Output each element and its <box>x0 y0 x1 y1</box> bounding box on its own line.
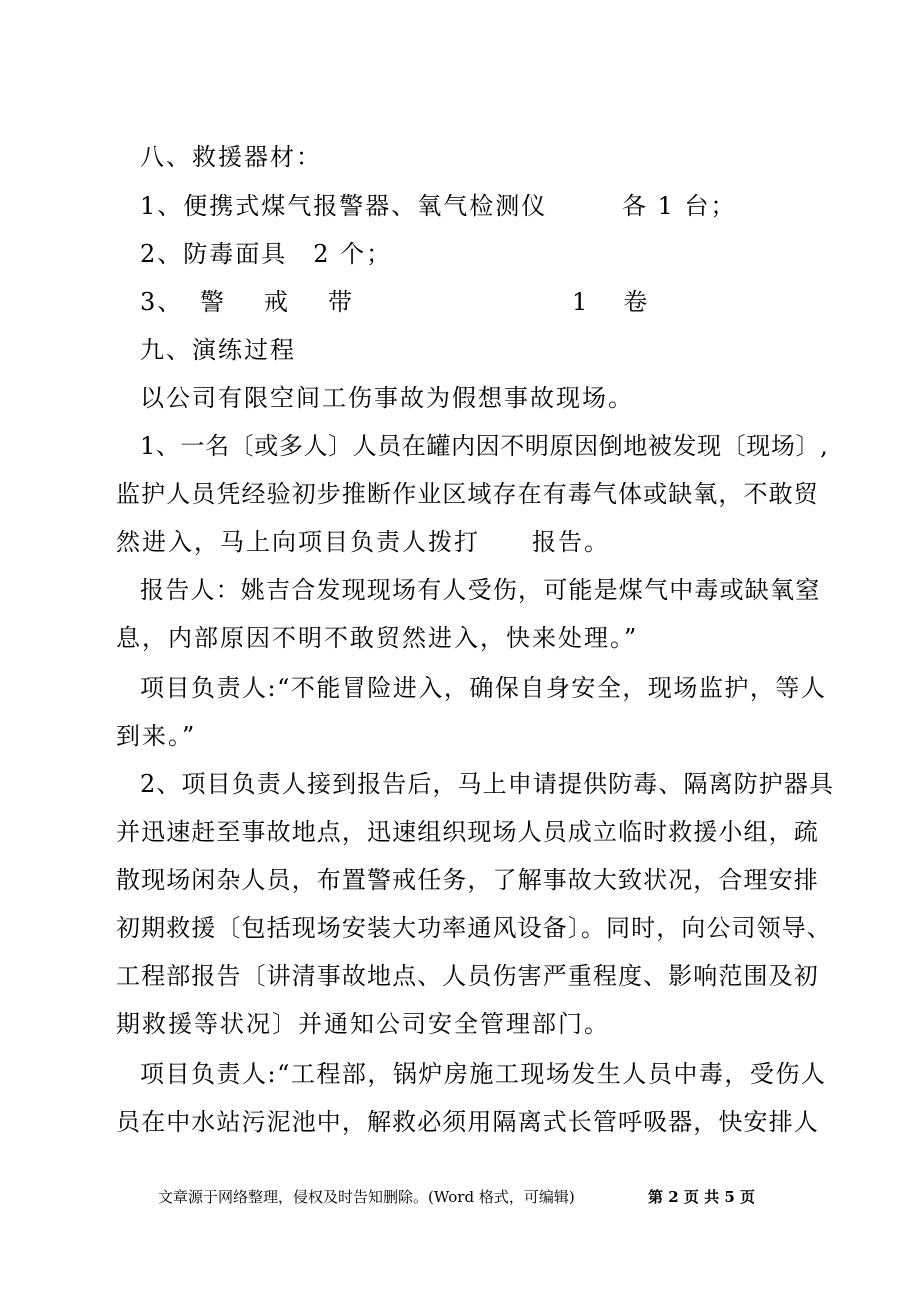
drill-step-2-line-1: 2、项目负责人接到报告后，马上申请提供防毒、隔离防护器具 <box>140 770 835 798</box>
footer-page-number: 第 2 页 共 5 页 <box>648 1188 755 1206</box>
drill-step-2-line-2: 并迅速赶至事故地点，迅速组织现场人员成立临时救援小组，疏 <box>116 818 819 846</box>
drill-step-1-line-1: 1、一名〔或多人〕人员在罐内因不明原因倒地被发现〔现场〕, <box>140 432 829 460</box>
drill-step-2-line-6: 期救援等状况〕并通知公司安全管理部门。 <box>116 1010 610 1038</box>
equipment-item-3-name: 警 戒 带 <box>200 288 360 316</box>
reporter-statement-line-2: 息，内部原因不明不敢贸然进入，快来处理。” <box>116 624 639 652</box>
equipment-item-2: 2、防毒面具 2 个； <box>140 240 393 268</box>
drill-step-2-line-5: 工程部报告〔讲清事故地点、人员伤害严重程度、影响范围及初 <box>116 962 819 990</box>
manager-report-line-2: 员在中水站污泥池中，解救必须用隔离式长管呼吸器，快安排人 <box>116 1108 819 1136</box>
equipment-item-1-name: 1、便携式煤气报警器、氧气检测仪 <box>140 192 548 220</box>
drill-intro: 以公司有限空间工伤事故为假想事故现场。 <box>140 384 634 412</box>
drill-step-1-line-2: 监护人员凭经验初步推断作业区域存在有毒气体或缺氧，不敢贸 <box>116 480 819 508</box>
manager-statement-line-2: 到来。” <box>116 722 197 750</box>
equipment-item-1-quantity: 各 1 台； <box>622 192 737 220</box>
footer-source-note: 文章源于网络整理，侵权及时告知删除。(Word 格式，可编辑) <box>158 1188 575 1206</box>
drill-step-2-line-4: 初期救援〔包括现场安装大功率通风设备〕。同时，向公司领导、 <box>116 914 832 942</box>
drill-step-1-line-3: 然进入，马上向项目负责人拨打 报告。 <box>116 528 610 556</box>
section-8-heading: 八、救援器材： <box>140 143 322 171</box>
manager-statement-line-1: 项目负责人:“不能冒险进入，确保自身安全，现场监护，等人 <box>140 674 827 702</box>
drill-step-2-line-3: 散现场闲杂人员，布置警戒任务，了解事故大致状况，合理安排 <box>116 866 819 894</box>
equipment-item-3-quantity: 1 卷 <box>572 288 654 316</box>
equipment-item-3-number: 3、 <box>140 288 184 316</box>
section-9-heading: 九、演练过程 <box>140 336 296 364</box>
reporter-statement-line-1: 报告人：姚吉合发现现场有人受伤，可能是煤气中毒或缺氧窒 <box>140 576 821 604</box>
manager-report-line-1: 项目负责人:“工程部，锅炉房施工现场发生人员中毒，受伤人 <box>140 1060 827 1088</box>
